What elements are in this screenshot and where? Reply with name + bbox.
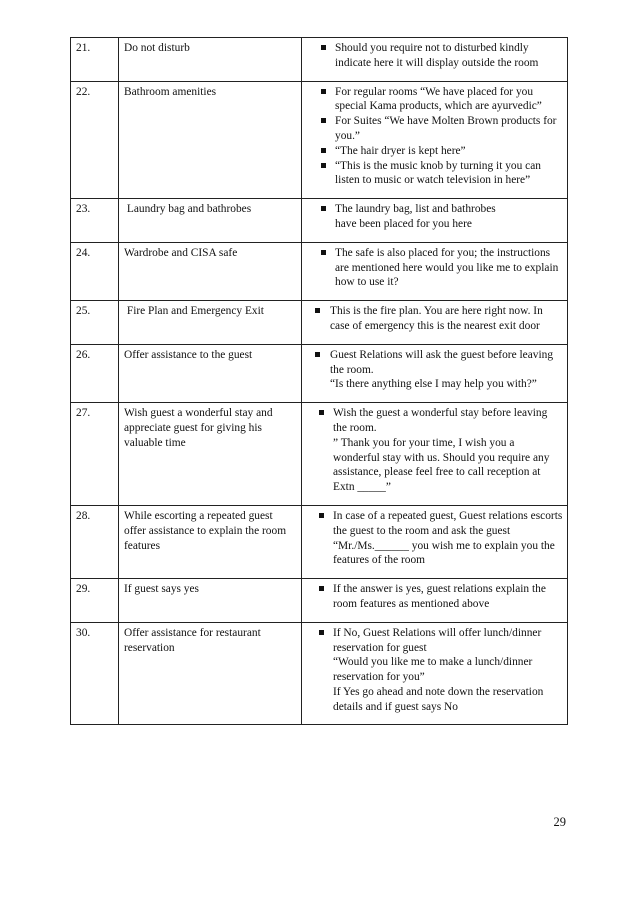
page-number: 29: [553, 815, 566, 829]
standard-cell: [302, 505, 568, 578]
bullet-item: [307, 202, 563, 232]
task-description: Wardrobe and CISA safe: [119, 242, 302, 300]
task-description: If guest says yes: [119, 579, 302, 623]
standard-bullet-list: [307, 626, 563, 715]
step-number: 26.: [71, 344, 119, 402]
standard-bullet-list: [307, 202, 563, 232]
standard-cell: [302, 622, 568, 725]
step-number: 28.: [71, 505, 119, 578]
bullet-text: The safe is also placed for you; the instructions are mentioned here would you like me to explain how to use it?: [335, 246, 559, 289]
step-number: 23.: [71, 199, 119, 243]
task-description: Wish guest a wonderful stay and appreciate guest for giving his valuable time: [119, 403, 302, 506]
step-number: 29.: [71, 579, 119, 623]
bullet-item: [307, 304, 563, 334]
standard-bullet-list: [307, 509, 563, 568]
step-number: 25.: [71, 301, 119, 345]
bullet-item: [307, 114, 563, 144]
bullet-text: For regular rooms “We have placed for you special Kama products, which are ayurvedic”: [335, 85, 542, 113]
standard-bullet-list: [307, 406, 563, 495]
standard-bullet-list: [307, 304, 563, 334]
step-number: 22.: [71, 81, 119, 199]
standard-bullet-list: [307, 348, 563, 392]
bullet-text: In case of a repeated guest, Guest relations escorts the guest to the room and ask the guest “Mr./Ms.______ you wish me to explain you the features of the room: [333, 509, 563, 567]
bullet-item: [307, 406, 563, 495]
standard-cell: [302, 579, 568, 623]
table-row: [71, 403, 568, 506]
standard-cell: [302, 242, 568, 300]
task-description: Bathroom amenities: [119, 81, 302, 199]
standard-bullet-list: [307, 41, 563, 71]
table-row: [71, 199, 568, 243]
standard-cell: [302, 38, 568, 82]
standard-cell: [302, 403, 568, 506]
step-number: 27.: [71, 403, 119, 506]
bullet-text: Wish the guest a wonderful stay before leaving the room. ” Thank you for your time, I wish you a wonderful stay with us. Should you require any assistance, please feel free to call reception at Extn _____”: [333, 407, 550, 494]
task-description: Offer assistance for restaurant reservation: [119, 622, 302, 725]
bullet-item: [307, 246, 563, 290]
task-description: Laundry bag and bathrobes: [119, 199, 302, 243]
bullet-text: For Suites “We have Molten Brown products for you.”: [335, 115, 557, 142]
bullet-item: [307, 159, 563, 189]
standard-bullet-list: [307, 246, 563, 290]
standard-cell: [302, 301, 568, 345]
bullet-item: [307, 509, 563, 568]
table-row: [71, 579, 568, 623]
step-number: 21.: [71, 38, 119, 82]
step-number: 30.: [71, 622, 119, 725]
bullet-text: “The hair dryer is kept here”: [335, 144, 466, 157]
step-number: 24.: [71, 242, 119, 300]
task-description: Fire Plan and Emergency Exit: [119, 301, 302, 345]
bullet-item: [307, 41, 563, 71]
table-row: [71, 81, 568, 199]
bullet-text: Should you require not to disturbed kindly indicate here it will display outside the room: [335, 42, 539, 69]
bullet-text: This is the fire plan. You are here right now. In case of emergency this is the nearest exit door: [330, 305, 543, 332]
bullet-item: [307, 582, 563, 612]
bullet-item: [307, 348, 563, 392]
bullet-text: If the answer is yes, guest relations explain the room features as mentioned above: [333, 583, 546, 610]
procedure-table: [70, 37, 568, 725]
bullet-item: [307, 144, 563, 159]
task-description: Do not disturb: [119, 38, 302, 82]
standard-bullet-list: [307, 85, 563, 189]
table-row: [71, 301, 568, 345]
table-row: [71, 505, 568, 578]
procedure-table-body: [71, 38, 568, 725]
bullet-text: If No, Guest Relations will offer lunch/dinner reservation for guest “Would you like me to make a lunch/dinner reservation for you” If Yes go ahead and note down the reservation details and if guest says No: [333, 626, 544, 713]
bullet-text: The laundry bag, list and bathrobes have been placed for you here: [335, 203, 496, 230]
table-row: [71, 344, 568, 402]
table-row: [71, 38, 568, 82]
standard-cell: [302, 81, 568, 199]
standard-cell: [302, 199, 568, 243]
task-description: While escorting a repeated guest offer assistance to explain the room features: [119, 505, 302, 578]
task-description: Offer assistance to the guest: [119, 344, 302, 402]
bullet-item: [307, 626, 563, 715]
table-row: [71, 622, 568, 725]
bullet-text: “This is the music knob by turning it you can listen to music or watch television in here”: [335, 159, 541, 187]
bullet-text: Guest Relations will ask the guest before leaving the room. “Is there anything else I may help you with?”: [330, 348, 554, 391]
standard-cell: [302, 344, 568, 402]
standard-bullet-list: [307, 582, 563, 612]
table-row: [71, 242, 568, 300]
bullet-item: [307, 85, 563, 115]
